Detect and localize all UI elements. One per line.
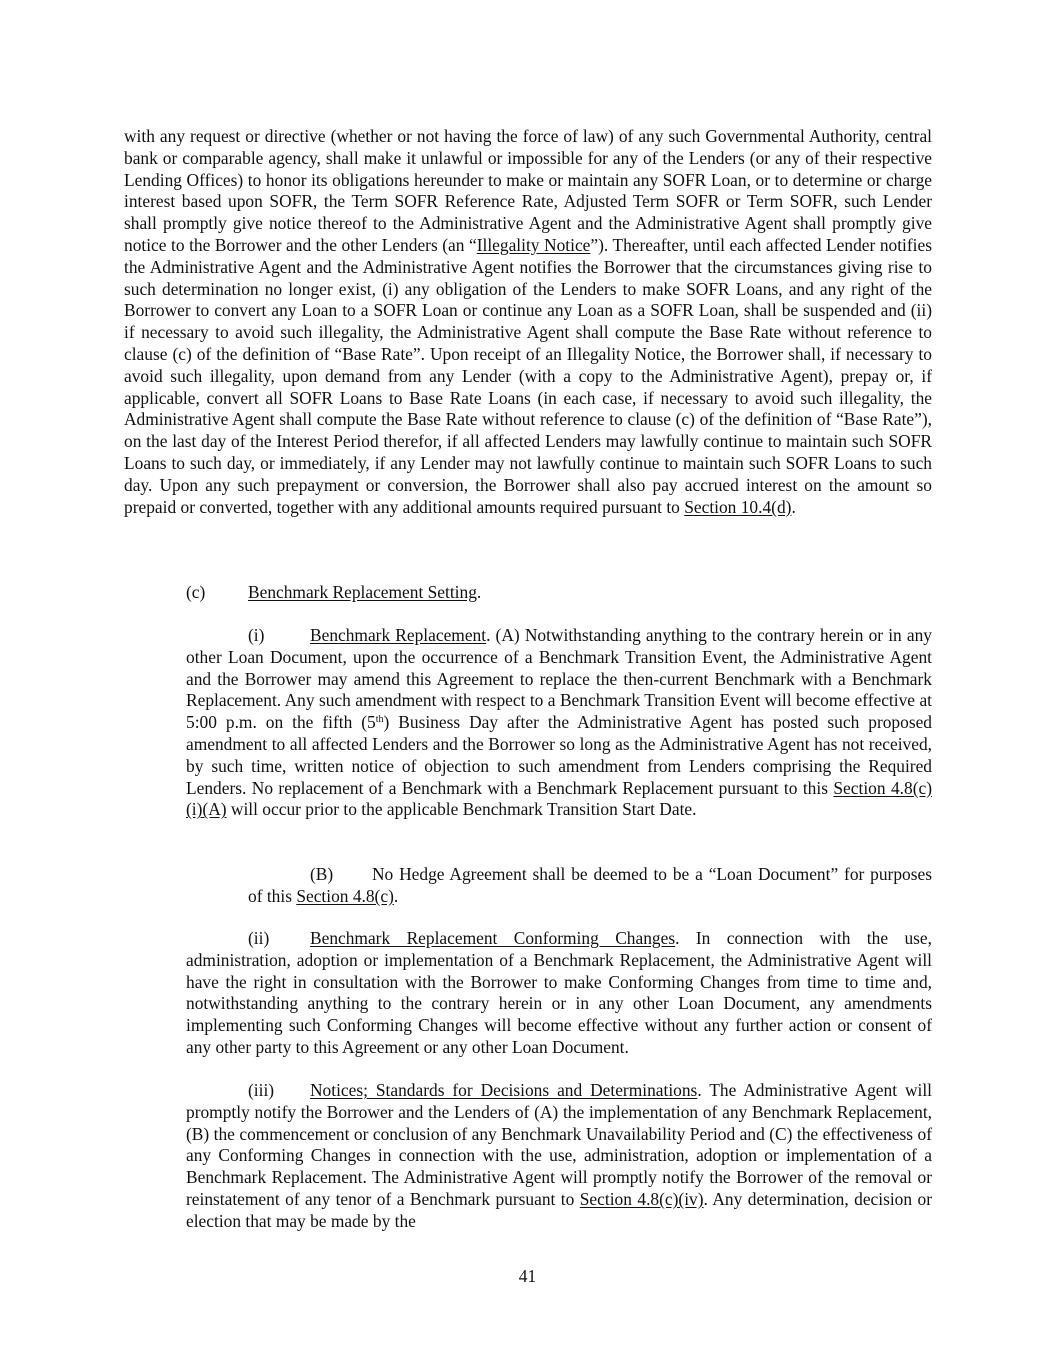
section-reference: Section 4.8(c)(i)(A) [186, 777, 933, 820]
section-heading: Benchmark Replacement Setting [248, 582, 477, 602]
paragraph-text: . [791, 496, 796, 517]
paragraph-notices [186, 1080, 932, 1233]
item-heading: Benchmark Replacement Conforming Changes [310, 928, 676, 948]
item-label: (ii) [248, 928, 270, 948]
item-heading: Notices; Standards for Decisions and Determinations [310, 1080, 698, 1100]
paragraph-illegality [124, 126, 932, 518]
paragraph-text: will occur prior to the applicable Benchmark Transition Start Date. [226, 799, 697, 820]
item-heading: Benchmark Replacement [310, 625, 487, 645]
paragraph-text: . In connection with the use, administration, adoption or implementation of a Benchmark Replacement, the Administrative Agent will have the right in consultation with the Borrower to make Conforming Changes from time to time and, notwithstanding anything to the contrary herein or in any other Loan Document, any amendments implementing such Conforming Changes will become effective without any further action or consent of any other party to this Agreement or any other Loan Document. [186, 928, 932, 1057]
section-reference: Section 4.8(c) [296, 885, 394, 906]
paragraph-text: . The Administrative Agent will promptly notify the Borrower and the Lenders of (A) the implementation of any Benchmark Replacement, (B) the commencement or conclusion of any Benchmark Unavailability Period and (C) the effectiveness of any Conforming Changes in connection with the use, administration, adoption or implementation of a Benchmark Replacement. The Administrative Agent will promptly notify the Borrower of the removal or reinstatement of any tenor of a Benchmark pursuant to [186, 1080, 933, 1209]
paragraph-text: . [393, 885, 399, 906]
item-label: (B) [310, 864, 334, 884]
page-number: 41 [518, 1266, 537, 1286]
section-reference: Section 10.4(d) [684, 496, 792, 517]
paragraph-hedge-agreement [248, 864, 932, 908]
item-label: (i) [248, 625, 265, 645]
superscript: th [375, 714, 384, 726]
paragraph-text: ) Business Day after the Administrative Agent has posted such proposed amendment to all affected Lenders and the Borrower so long as the Administrative Agent has not received, by such time, written notice of objection to such amendment from Lenders comprising the Required Lenders. No replacement of a Benchmark with a Benchmark Replacement pursuant to this [186, 712, 932, 798]
section-reference: Section 4.8(c)(iv) [579, 1188, 704, 1209]
paragraph-text: No Hedge Agreement shall be deemed to be a “Loan Document” for purposes of this [248, 864, 932, 906]
paragraph-text: . [476, 582, 482, 602]
paragraph-conforming-changes [186, 928, 932, 1059]
paragraph-text: with any request or directive (whether or not having the force of law) of any such Governmental Authority, central bank or comparable agency, shall make it unlawful or impossible for any of the Lenders (or any of their respective Lending Offices) to honor its obligations hereunder to make or maintain any SOFR Loan, or to determine or charge interest based upon SOFR, the Term SOFR Reference Rate, Adjusted Term SOFR or Term SOFR, such Lender shall promptly give notice thereof to the Administrative Agent and the Administrative Agent shall promptly give notice to the Borrower and the other Lenders (an “ [124, 126, 932, 255]
defined-term-illegality-notice: Illegality Notice [476, 234, 591, 255]
paragraph-text: . Any determination, decision or election that may be made by the [186, 1188, 933, 1231]
paragraph-text: . (A) Notwithstanding anything to the contrary herein or in any other Loan Document, upon the occurrence of a Benchmark Transition Event, the Administrative Agent and the Borrower may amend this Agreement to replace the then-current Benchmark with a Benchmark Replacement. Any such amendment with respect to a Benchmark Transition Event will become effective at 5:00 p.m. on the fifth (5 [186, 625, 932, 733]
paragraph-text: ”). Thereafter, until each affected Lender notifies the Administrative Agent and the Administrative Agent notifies the Borrower that the circumstances giving rise to such determination no longer exist, (i) any obligation of the Lenders to make SOFR Loans, and any right of the Borrower to convert any Loan to a SOFR Loan or continue any Loan as a SOFR Loan, shall be suspended and (ii) if necessary to avoid such illegality, the Administrative Agent shall compute the Base Rate without reference to clause (c) of the definition of “Base Rate”. Upon receipt of an Illegality Notice, the Borrower shall, if necessary to avoid such illegality, upon demand from any Lender (with a copy to the Administrative Agent), prepay or, if applicable, convert all SOFR Loans to Base Rate Loans (in each case, if necessary to avoid such illegality, the Administrative Agent shall compute the Base Rate without reference to clause (c) of the definition of “Base Rate”), on the last day of the Interest Period therefor, if all affected Lenders may lawfully continue to maintain such SOFR Loans to such day, or immediately, if any Lender may not lawfully continue to maintain such SOFR Loans to such day. Upon any such prepayment or conversion, the Borrower shall also pay accrued interest on the amount so prepaid or converted, together with any additional amounts required pursuant to [124, 234, 932, 517]
paragraph-benchmark-replacement [186, 625, 932, 821]
section-c-heading [186, 582, 932, 604]
section-label: (c) [186, 582, 206, 602]
item-label: (iii) [248, 1080, 275, 1100]
